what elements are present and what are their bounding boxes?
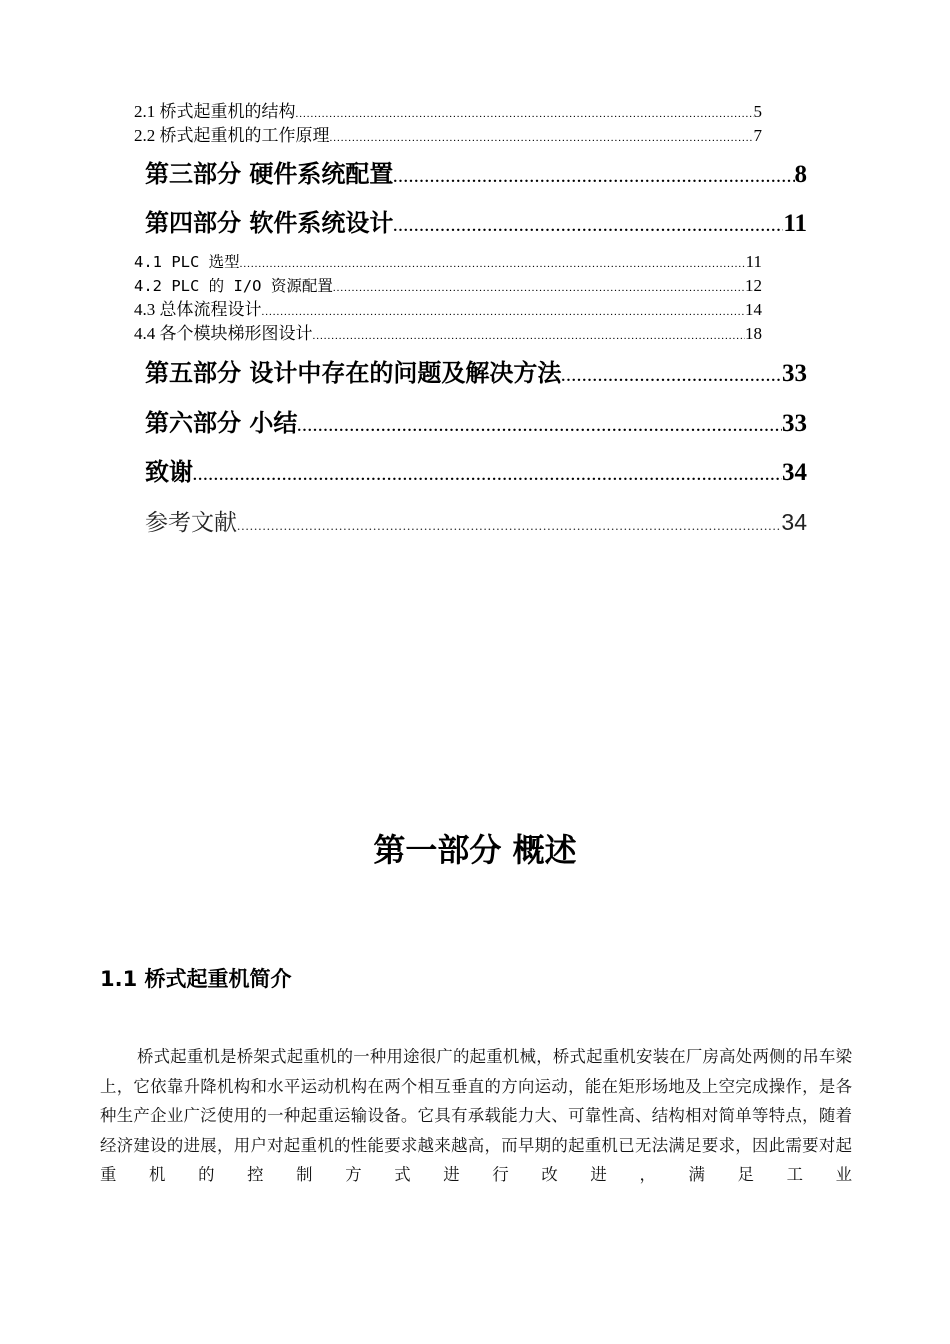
toc-entry-title: 第六部分 小结 [145,409,298,437]
toc-entry-title: 第三部分 硬件系统配置 [145,160,394,188]
toc-entry-title: 第五部分 设计中存在的问题及解决方法 [145,359,562,387]
toc-leader-dots [393,211,783,241]
toc-entry-2-2[interactable] [134,125,762,149]
toc-leader-dots [262,301,746,323]
toc-entry-part-4[interactable] [145,207,807,241]
toc-entry-4-4[interactable] [134,323,762,347]
toc-entry-page: 14 [745,300,762,319]
toc-entry-title: 参考文献 [145,510,237,536]
toc-entry-page: 5 [753,102,762,121]
toc-entry-page: 7 [753,126,762,145]
toc-entry-title: 4.1 PLC 选型 [134,253,240,271]
toc-entry-page: 12 [745,276,762,295]
toc-leader-dots [296,103,754,125]
body-paragraph: 桥式起重机是桥架式起重机的一种用途很广的起重机械，桥式起重机安装在厂房高处两侧的吊车梁上，它依靠升降机构和水平运动机构在两个相互垂直的方向运动，能在矩形场地及上空完成操作，是各种生产企业广泛使用的一种起重运输设备。它具有承载能力大、可靠性高、结构相对简单等特点，随着经济建设的进展，用户对起重机的性能要求越来越高，而早期的起重机已无法满足要求，因此需要对起重机的控制方式进行改进，满足工业 [100,1047,852,1185]
toc-leader-dots [193,460,782,490]
toc-entry-page: 11 [745,252,762,271]
toc-entry-4-1[interactable] [134,251,762,275]
toc-entry-title: 2.2 桥式起重机的工作原理 [134,126,330,145]
toc-entry-page: 34 [781,509,807,535]
toc-entry-2-1[interactable] [134,101,762,125]
toc-entry-title: 第四部分 软件系统设计 [145,209,394,237]
toc-leader-dots [297,411,782,441]
toc-entry-part-3[interactable] [145,158,807,192]
toc-entry-title: 4.3 总体流程设计 [134,300,262,319]
section-heading: 1.1 桥式起重机简介 [100,967,292,991]
toc-leader-dots [237,510,781,540]
toc-entry-references[interactable] [145,506,807,540]
toc-entry-part-6[interactable] [145,407,807,441]
toc-entry-page: 11 [783,210,807,237]
toc-entry-part-5[interactable] [145,357,807,391]
toc-entry-page: 34 [782,459,807,486]
toc-leader-dots [240,253,746,275]
toc-entry-page: 33 [782,410,807,437]
toc-entry-page: 8 [794,161,807,188]
toc-leader-dots [330,127,754,149]
toc-entry-title: 4.4 各个模块梯形图设计 [134,324,313,343]
toc-entry-page: 33 [782,360,807,387]
toc-leader-dots [333,277,745,299]
toc-leader-dots [313,325,746,347]
toc-entry-4-3[interactable] [134,299,762,323]
toc-entry-title: 2.1 桥式起重机的结构 [134,102,296,121]
toc-entry-acknowledgements[interactable] [145,456,807,490]
toc-entry-title: 致谢 [145,458,193,486]
toc-entry-4-2[interactable] [134,275,762,299]
toc-leader-dots [393,162,794,192]
toc-leader-dots [561,361,782,391]
part-heading: 第一部分 概述 [373,831,577,869]
toc-entry-title: 4.2 PLC 的 I/O 资源配置 [134,277,333,295]
toc-entry-page: 18 [745,324,762,343]
